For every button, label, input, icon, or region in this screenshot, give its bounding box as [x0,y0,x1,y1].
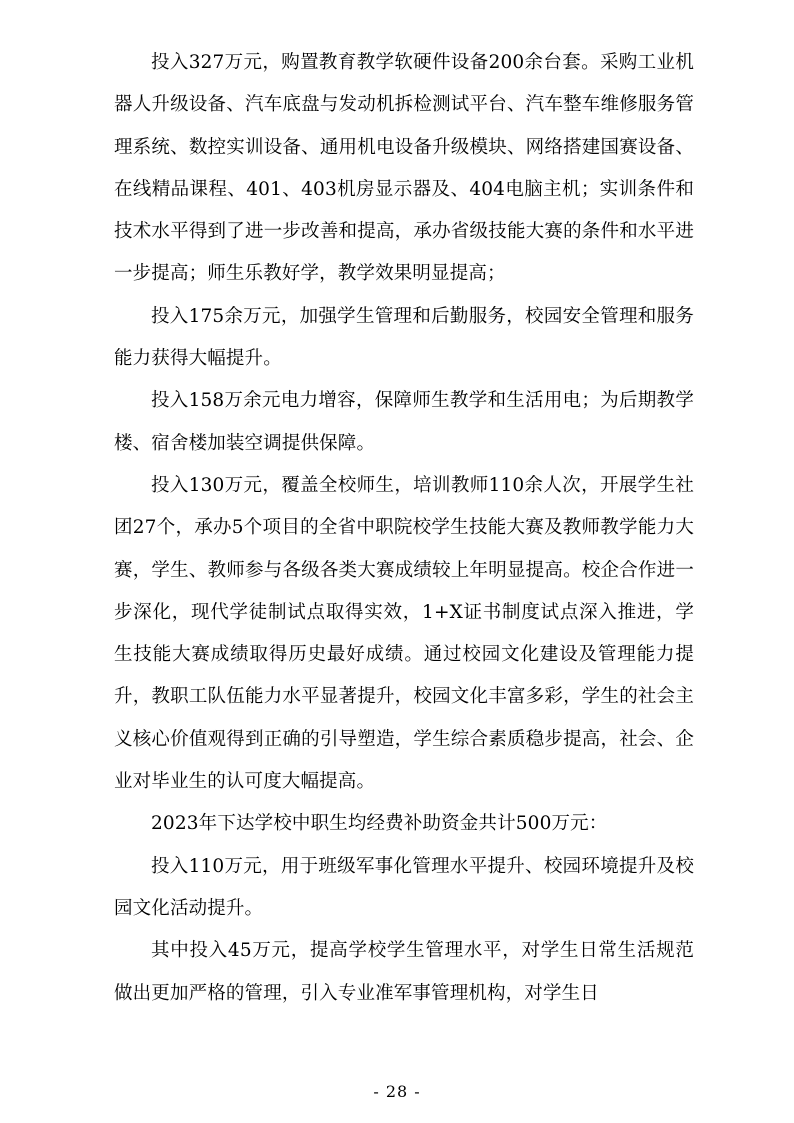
document-body [114,42,694,1015]
paragraph: 投入327万元，购置教育教学软硬件设备200余台套。采购工业机器人升级设备、汽车底盘与发动机拆检测试平台、汽车整车维修服务管理系统、数控实训设备、通用机电设备升级模块、网络搭建国赛设备、在线精品课程、401、403机房显示器及、404电脑主机；实训条件和技术水平得到了进一步改善和提高，承办省级技能大赛的条件和水平进一步提高；师生乐教好学，教学效果明显提高； [114,52,694,285]
page-number: - 28 - [373,1082,421,1101]
paragraph: 投入175余万元，加强学生管理和后勤服务，校园安全管理和服务能力获得大幅提升。 [114,305,694,370]
paragraph: 其中投入45万元，提高学校学生管理水平，对学生日常生活规范做出更加严格的管理，引入专业准军事管理机构，对学生日 [114,940,694,1004]
paragraph: 2023年下达学校中职生均经费补助资金共计500万元： [151,813,608,835]
paragraph: 投入110万元，用于班级军事化管理水平提升、校园环境提升及校园文化活动提升。 [114,855,694,919]
paragraph: 投入158万余元电力增容，保障师生教学和生活用电；为后期教学楼、宿舍楼加装空调提供保障。 [114,390,694,454]
paragraph: 投入130万元，覆盖全校师生，培训教师110余人次，开展学生社团27个，承办5个项目的全省中职院校学生技能大赛及教师教学能力大赛，学生、教师参与各级各类大赛成绩较上年明显提高。校企合作进一步深化，现代学徒制试点取得实效，1+X证书制度试点深入推进，学生技能大赛成绩取得历史最好成绩。通过校园文化建设及管理能力提升，教职工队伍能力水平显著提升，校园文化丰富多彩，学生的社会主义核心价值观得到正确的引导塑造，学生综合素质稳步提高，社会、企业对毕业生的认可度大幅提高。 [114,474,694,793]
